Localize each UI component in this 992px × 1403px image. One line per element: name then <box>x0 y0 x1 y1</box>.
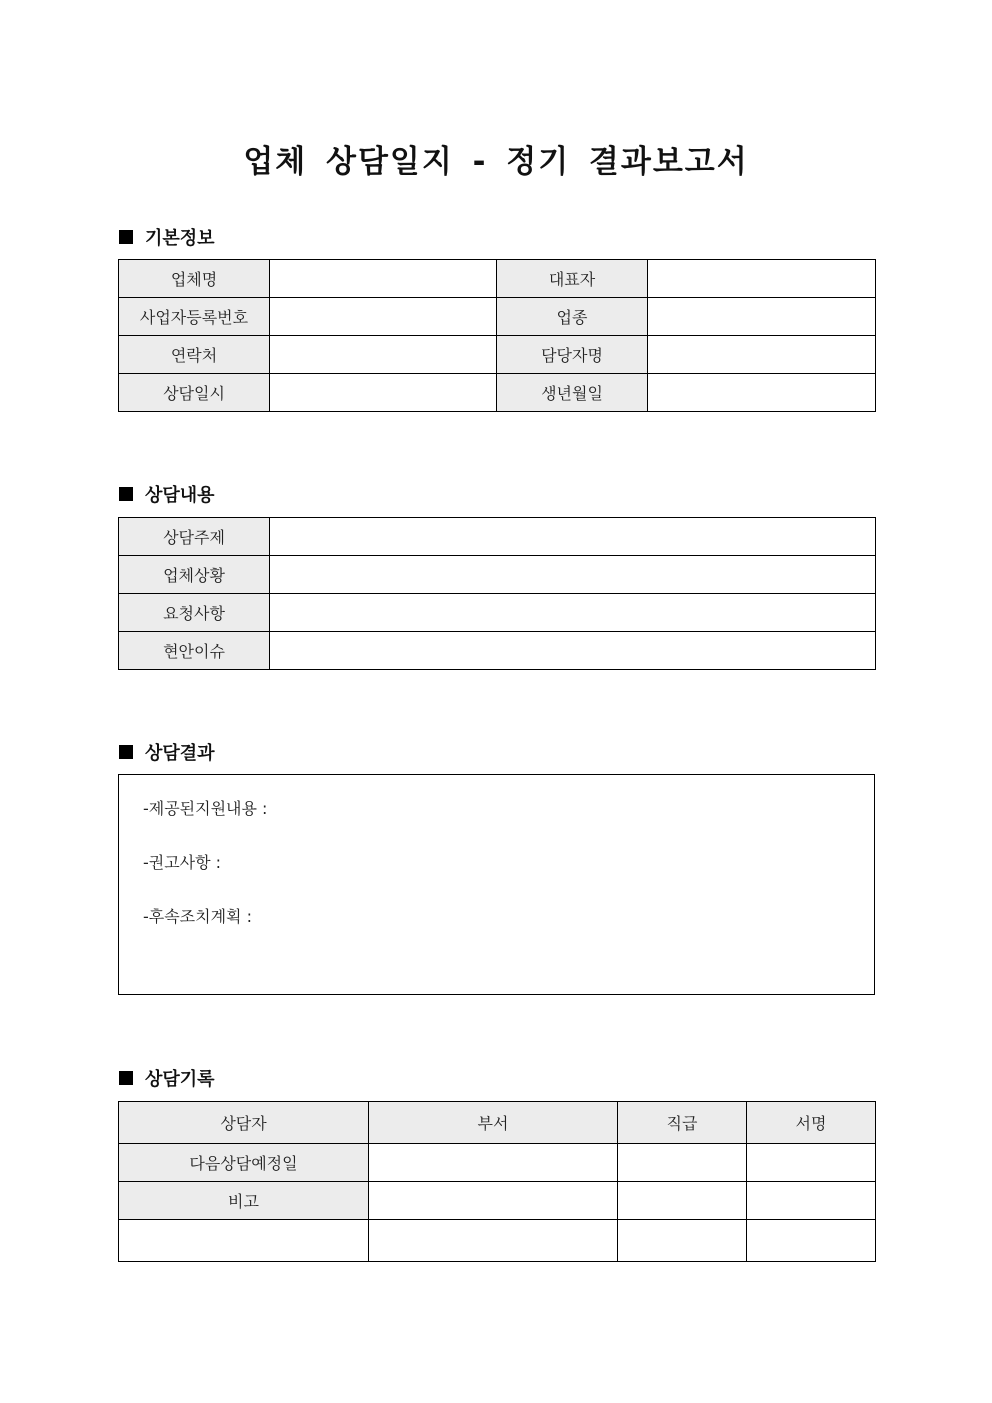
label-manager-name: 담당자명 <box>497 336 648 374</box>
consult-topic-field[interactable] <box>270 518 876 556</box>
empty-cell[interactable] <box>747 1220 876 1262</box>
table-row <box>119 1144 876 1182</box>
label-next-consult-date: 다음상담예정일 <box>119 1144 369 1182</box>
industry-field[interactable] <box>648 298 876 336</box>
consult-record-table <box>118 1101 876 1262</box>
result-line-follow-up-plan: -후속조치계획 : <box>143 907 252 926</box>
company-name-field[interactable] <box>270 260 497 298</box>
company-status-field[interactable] <box>270 556 876 594</box>
section-heading-record <box>119 1065 215 1091</box>
result-line-recommendations: -권고사항 : <box>143 853 222 872</box>
table-header-row <box>119 1102 876 1144</box>
empty-cell[interactable] <box>369 1220 618 1262</box>
label-business-reg-number: 사업자등록번호 <box>119 298 270 336</box>
result-line-support-provided: -제공된지원내용 : <box>143 799 268 818</box>
table-row <box>119 632 876 670</box>
header-department: 부서 <box>369 1102 618 1144</box>
table-row <box>119 518 876 556</box>
table-row <box>119 298 876 336</box>
section-heading-basic <box>119 224 215 250</box>
label-consult-topic: 상담주제 <box>119 518 270 556</box>
section-heading-content <box>119 481 215 507</box>
section-label: 기본정보 <box>145 228 215 249</box>
consult-result-box[interactable] <box>118 774 875 995</box>
requests-field[interactable] <box>270 594 876 632</box>
table-row <box>119 1220 876 1262</box>
representative-field[interactable] <box>648 260 876 298</box>
square-bullet-icon <box>119 487 133 501</box>
label-company-status: 업체상황 <box>119 556 270 594</box>
position-field[interactable] <box>618 1144 747 1182</box>
pending-issues-field[interactable] <box>270 632 876 670</box>
label-representative: 대표자 <box>497 260 648 298</box>
signature-field[interactable] <box>747 1144 876 1182</box>
business-reg-number-field[interactable] <box>270 298 497 336</box>
basic-info-table <box>118 259 876 412</box>
table-row <box>119 336 876 374</box>
table-row <box>119 260 876 298</box>
header-position: 직급 <box>618 1102 747 1144</box>
header-signature: 서명 <box>747 1102 876 1144</box>
section-label: 상담결과 <box>145 743 215 764</box>
label-contact: 연락처 <box>119 336 270 374</box>
square-bullet-icon <box>119 745 133 759</box>
consult-datetime-field[interactable] <box>270 374 497 412</box>
label-industry: 업종 <box>497 298 648 336</box>
header-consultant: 상담자 <box>119 1102 369 1144</box>
empty-cell[interactable] <box>119 1220 369 1262</box>
table-row <box>119 1182 876 1220</box>
birthdate-field[interactable] <box>648 374 876 412</box>
label-pending-issues: 현안이슈 <box>119 632 270 670</box>
label-company-name: 업체명 <box>119 260 270 298</box>
label-requests: 요청사항 <box>119 594 270 632</box>
section-heading-result <box>119 739 215 765</box>
manager-name-field[interactable] <box>648 336 876 374</box>
contact-field[interactable] <box>270 336 497 374</box>
remarks-field[interactable] <box>369 1182 618 1220</box>
remarks-signature-field[interactable] <box>747 1182 876 1220</box>
label-birthdate: 생년월일 <box>497 374 648 412</box>
section-label: 상담내용 <box>145 485 215 506</box>
table-row <box>119 594 876 632</box>
document-title: 업체 상담일지 - 정기 결과보고서 <box>243 144 749 180</box>
consult-content-table <box>118 517 876 670</box>
department-field[interactable] <box>369 1144 618 1182</box>
section-label: 상담기록 <box>145 1069 215 1090</box>
label-consult-datetime: 상담일시 <box>119 374 270 412</box>
empty-cell[interactable] <box>618 1220 747 1262</box>
square-bullet-icon <box>119 1071 133 1085</box>
remarks-position-field[interactable] <box>618 1182 747 1220</box>
table-row <box>119 374 876 412</box>
square-bullet-icon <box>119 230 133 244</box>
table-row <box>119 556 876 594</box>
label-remarks: 비고 <box>119 1182 369 1220</box>
